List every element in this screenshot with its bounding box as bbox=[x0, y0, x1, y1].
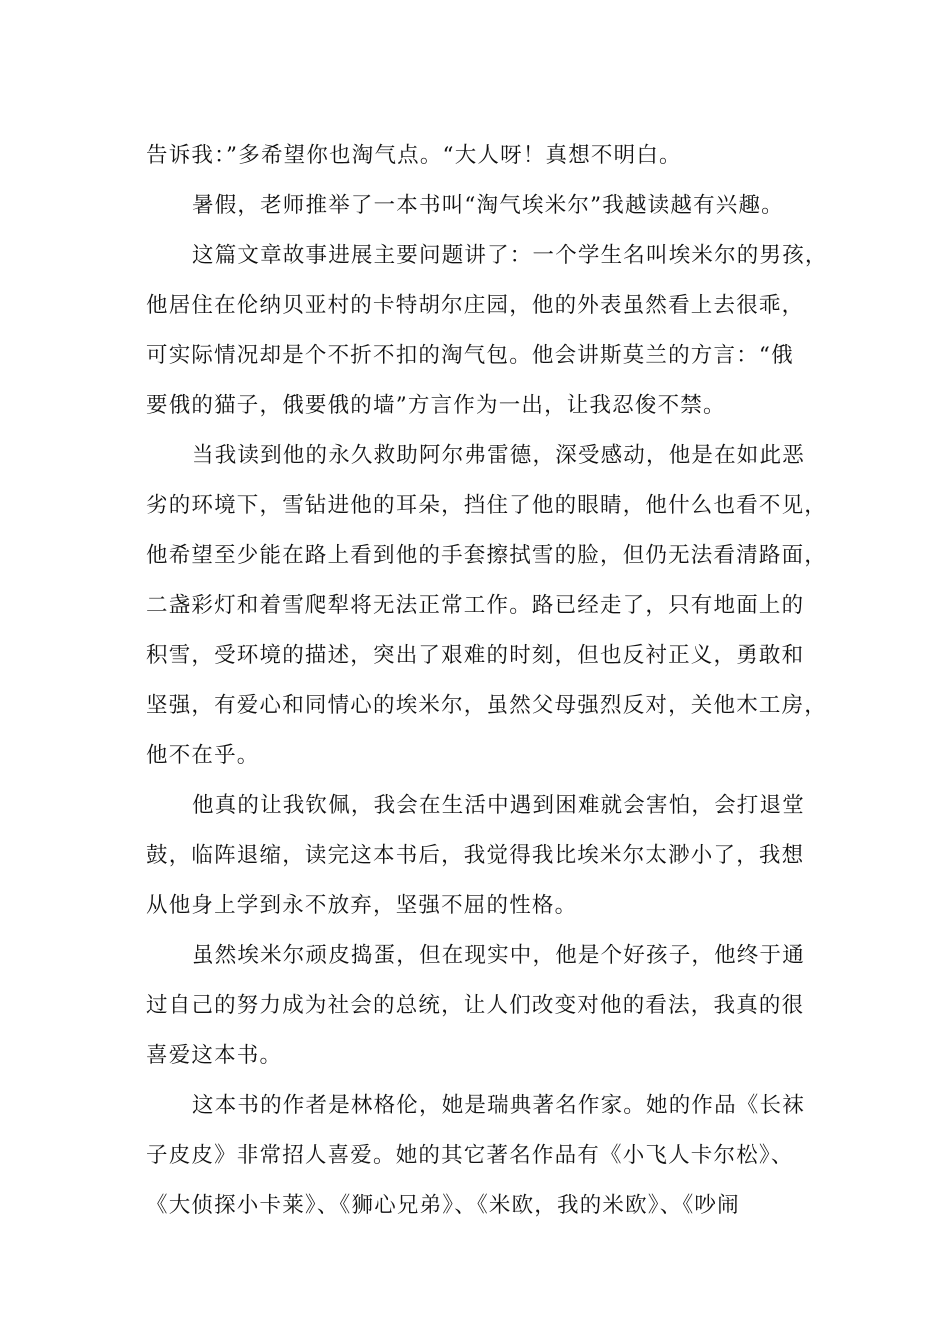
text-line: 鼓，临阵退缩，读完这本书后，我觉得我比埃米尔太渺小了，我想 bbox=[146, 843, 805, 868]
text-line: 他不在乎。 bbox=[146, 743, 260, 768]
text-line: 坚强，有爱心和同情心的埃米尔，虽然父母强烈反对，关他木工房， bbox=[146, 693, 828, 718]
text-line: 子皮皮》非常招人喜爱。她的其它著名作品有《小飞人卡尔松》、 bbox=[146, 1143, 794, 1168]
text-line: 虽然埃米尔顽皮捣蛋，但在现实中，他是个好孩子，他终于通 bbox=[192, 943, 805, 968]
text-line: 他真的让我钦佩，我会在生活中遇到困难就会害怕，会打退堂 bbox=[192, 793, 805, 818]
text-line: 喜爱这本书。 bbox=[146, 1043, 283, 1068]
text-line: 他居住在伦纳贝亚村的卡特胡尔庄园，他的外表虽然看上去很乖， bbox=[146, 293, 805, 318]
text-line: 告诉我：”多希望你也淘气点。“大人呀！真想不明白。 bbox=[146, 143, 682, 168]
text-line: 积雪，受环境的描述，突出了艰难的时刻，但也反衬正义，勇敢和 bbox=[146, 643, 805, 668]
document-body-text bbox=[146, 131, 826, 1231]
text-line: 《大侦探小卡莱》、《狮心兄弟》、《米欧，我的米欧》、《吵闹 bbox=[146, 1193, 740, 1218]
text-line: 劣的环境下，雪钻进他的耳朵，挡住了他的眼睛，他什么也看不见， bbox=[146, 493, 828, 518]
text-line: 暑假，老师推举了一本书叫“淘气埃米尔”我越读越有兴趣。 bbox=[192, 193, 784, 218]
text-line: 当我读到他的永久救助阿尔弗雷德，深受感动，他是在如此恶 bbox=[192, 443, 805, 468]
text-line: 二盏彩灯和着雪爬犁将无法正常工作。路已经走了，只有地面上的 bbox=[146, 593, 805, 618]
text-line: 从他身上学到永不放弃，坚强不屈的性格。 bbox=[146, 893, 578, 918]
text-line: 过自己的努力成为社会的总统，让人们改变对他的看法，我真的很 bbox=[146, 993, 805, 1018]
text-line: 可实际情况却是个不折不扣的淘气包。他会讲斯莫兰的方言：“俄 bbox=[146, 343, 794, 368]
text-line: 这本书的作者是林格伦，她是瑞典著名作家。她的作品《长袜 bbox=[192, 1093, 805, 1118]
text-line: 要俄的猫子，俄要俄的墙”方言作为一出，让我忍俊不禁。 bbox=[146, 393, 726, 418]
text-line: 这篇文章故事进展主要问题讲了：一个学生名叫埃米尔的男孩， bbox=[192, 243, 828, 268]
text-line: 他希望至少能在路上看到他的手套擦拭雪的脸，但仍无法看清路面， bbox=[146, 543, 828, 568]
